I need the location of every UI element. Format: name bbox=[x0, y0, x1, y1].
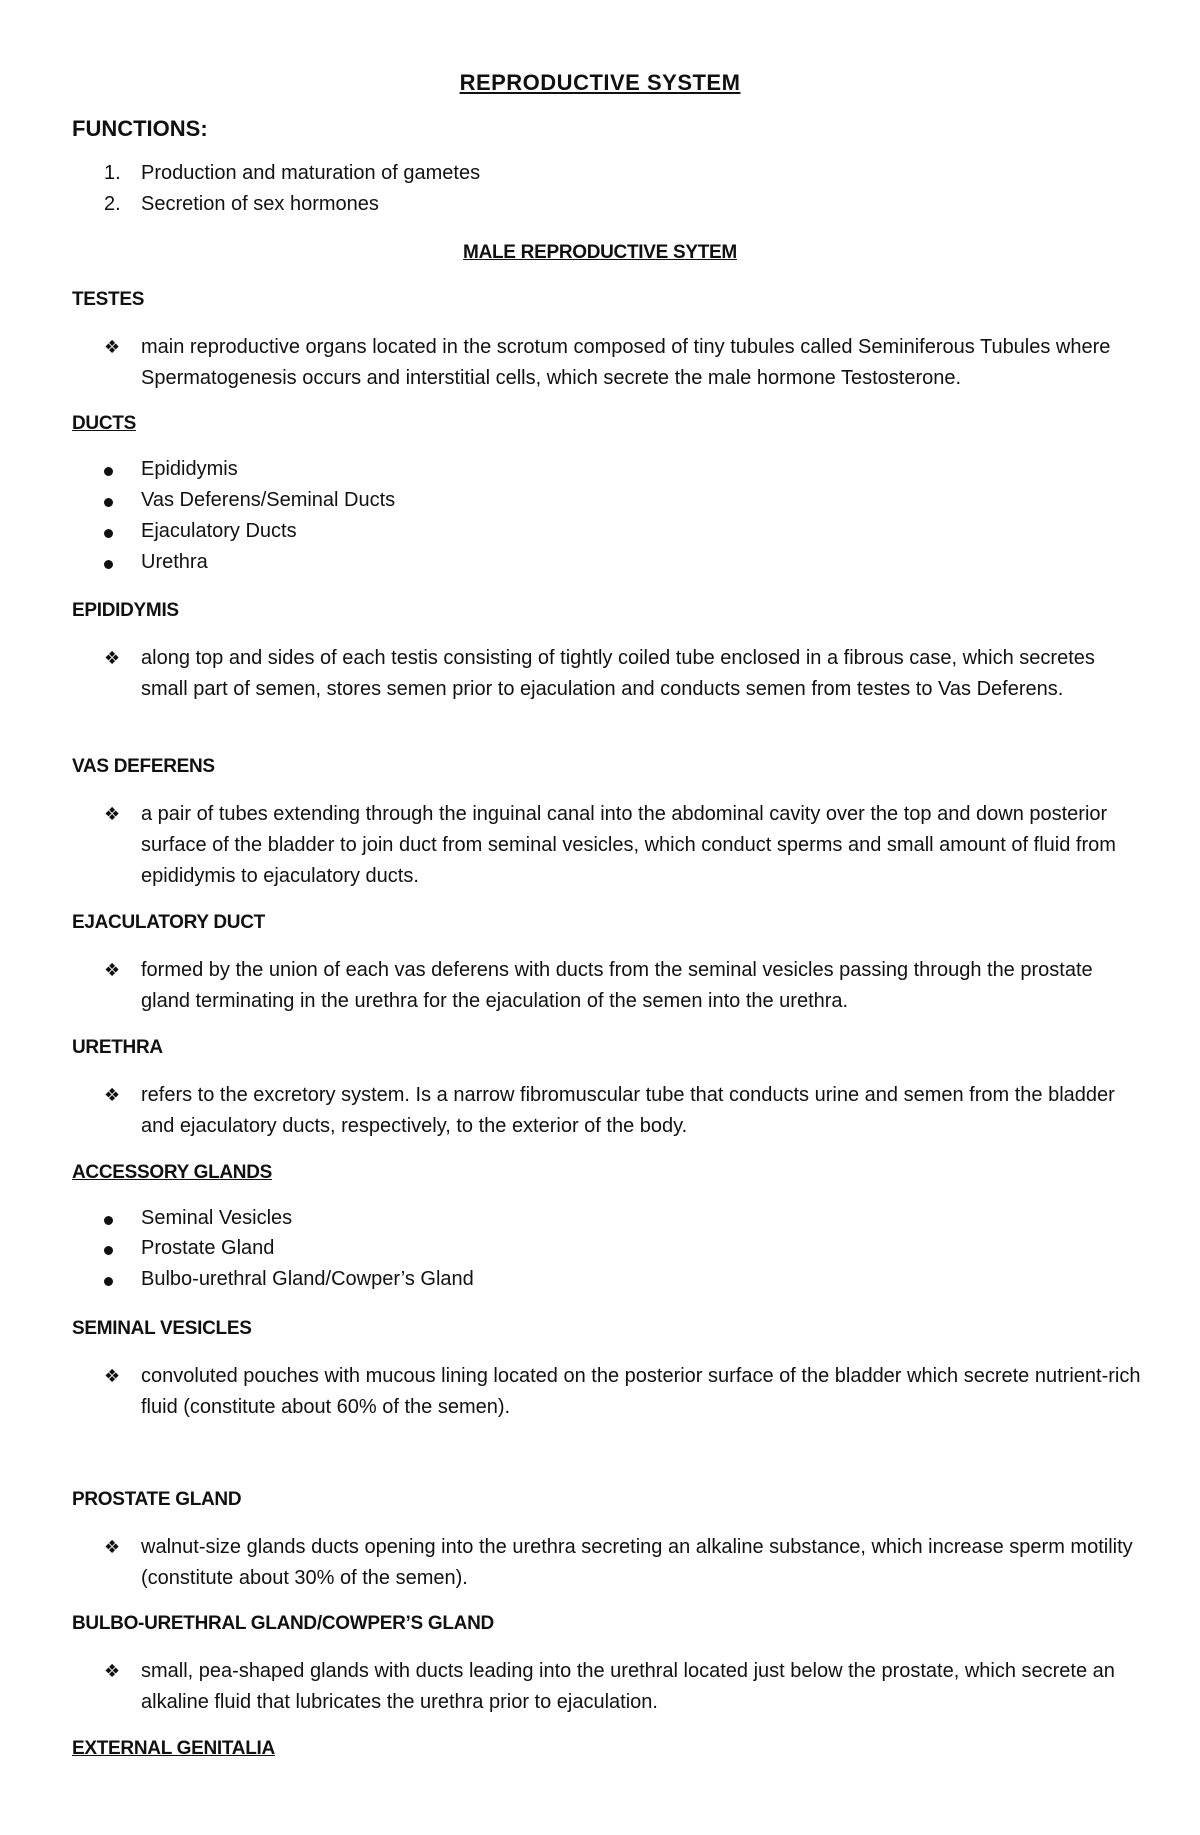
functions-heading: FUNCTIONS: bbox=[72, 116, 208, 141]
ejaculatory-duct-text: formed by the union of each vas deferens with ducts from the seminal vesicles passing through the prostate gland terminating in the urethra for the ejaculation of the semen into the urethra. bbox=[141, 959, 1093, 1012]
seminal-vesicles-text: convoluted pouches with mucous lining located on the posterior surface of the bladder which secrete nutrient-rich fluid (constitute about 60% of the semen). bbox=[141, 1365, 1141, 1418]
functions-item-1: Production and maturation of gametes bbox=[141, 162, 481, 184]
prostate-gland-heading: PROSTATE GLAND bbox=[72, 1489, 242, 1510]
functions-num-1: 1. bbox=[104, 162, 121, 184]
external-genitalia-heading: EXTERNAL GENITALIA bbox=[72, 1738, 275, 1759]
diamond-bullet-icon: ❖ bbox=[104, 804, 121, 824]
bulbo-urethral-heading: BULBO-URETHRAL GLAND/COWPER’S GLAND bbox=[72, 1613, 494, 1634]
accessory-item-bulbo-urethral: Bulbo-urethral Gland/Cowper’s Gland bbox=[141, 1268, 474, 1290]
ducts-item-vas-deferens: Vas Deferens/Seminal Ducts bbox=[141, 489, 396, 511]
urethra-text: refers to the excretory system. Is a narrow fibromuscular tube that conducts urine and semen from the bladder and ejaculatory ducts, respectively, to the exterior of the body. bbox=[141, 1084, 1115, 1137]
diamond-bullet-icon: ❖ bbox=[104, 1366, 121, 1386]
functions-item-2: Secretion of sex hormones bbox=[141, 193, 379, 215]
bullet-dot-icon bbox=[104, 1246, 113, 1255]
accessory-item-prostate: Prostate Gland bbox=[141, 1237, 275, 1259]
testes-text: main reproductive organs located in the scrotum composed of tiny tubules called Seminiferous Tubules where Spermatogenesis occurs and interstitial cells, which secrete the male hormone Testosterone. bbox=[141, 336, 1111, 389]
testes-heading: TESTES bbox=[72, 289, 145, 310]
diamond-bullet-icon: ❖ bbox=[104, 337, 121, 357]
document-title: REPRODUCTIVE SYSTEM bbox=[459, 70, 741, 95]
functions-num-2: 2. bbox=[104, 193, 121, 215]
bulbo-urethral-text: small, pea-shaped glands with ducts leading into the urethral located just below the prostate, which secrete an alkaline fluid that lubricates the urethra prior to ejaculation. bbox=[141, 1660, 1115, 1713]
accessory-item-seminal-vesicles: Seminal Vesicles bbox=[141, 1207, 293, 1229]
diamond-bullet-icon: ❖ bbox=[104, 648, 121, 668]
vas-deferens-heading: VAS DEFERENS bbox=[72, 756, 215, 777]
ducts-heading: DUCTS bbox=[72, 413, 136, 434]
prostate-gland-text: walnut-size glands ducts opening into the urethra secreting an alkaline substance, which increase sperm motility (constitute about 30% of the semen). bbox=[141, 1536, 1133, 1589]
epididymis-text: along top and sides of each testis consisting of tightly coiled tube enclosed in a fibrous case, which secretes small part of semen, stores semen prior to ejaculation and conducts semen from testes to Vas Deferens. bbox=[141, 647, 1095, 700]
diamond-bullet-icon: ❖ bbox=[104, 1085, 121, 1105]
diamond-bullet-icon: ❖ bbox=[104, 1661, 121, 1681]
bullet-dot-icon bbox=[104, 498, 113, 507]
bullet-dot-icon bbox=[104, 1216, 113, 1225]
bullet-dot-icon bbox=[104, 560, 113, 569]
ducts-item-ejaculatory: Ejaculatory Ducts bbox=[141, 520, 297, 542]
bullet-dot-icon bbox=[104, 467, 113, 476]
diamond-bullet-icon: ❖ bbox=[104, 960, 121, 980]
epididymis-heading: EPIDIDYMIS bbox=[72, 600, 179, 621]
bullet-dot-icon bbox=[104, 1277, 113, 1286]
diamond-bullet-icon: ❖ bbox=[104, 1537, 121, 1557]
ejaculatory-duct-heading: EJACULATORY DUCT bbox=[72, 912, 265, 933]
bullet-dot-icon bbox=[104, 529, 113, 538]
male-reproductive-heading: MALE REPRODUCTIVE SYTEM bbox=[463, 242, 737, 263]
ducts-item-epididymis: Epididymis bbox=[141, 458, 238, 480]
ducts-item-urethra: Urethra bbox=[141, 551, 208, 573]
urethra-heading: URETHRA bbox=[72, 1037, 163, 1058]
seminal-vesicles-heading: SEMINAL VESICLES bbox=[72, 1318, 252, 1339]
vas-deferens-text: a pair of tubes extending through the inguinal canal into the abdominal cavity over the top and down posterior surface of the bladder to join duct from seminal vesicles, which conduct sperms and small amount of fluid from epididymis to ejaculatory ducts. bbox=[141, 803, 1116, 887]
accessory-glands-heading: ACCESSORY GLANDS bbox=[72, 1162, 273, 1183]
